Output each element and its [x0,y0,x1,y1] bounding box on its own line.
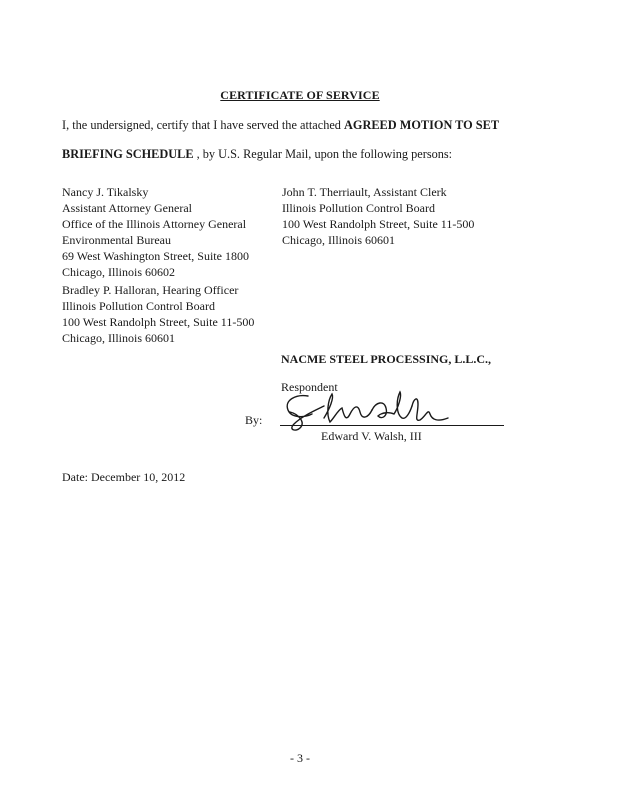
address-line: Chicago, Illinois 60602 [62,265,175,279]
intro-prefix: I, the undersigned, certify that I have served the attached [62,118,345,132]
address-line: John T. Therriault, Assistant Clerk [282,185,447,199]
intro-line-2 [62,147,452,162]
address-line: Chicago, Illinois 60601 [62,331,175,345]
company-name: NACME STEEL PROCESSING, L.L.C., [281,352,492,366]
address-line: Assistant Attorney General [62,201,192,215]
signature-line [280,425,504,426]
handwritten-signature [278,388,458,434]
address-line: Illinois Pollution Control Board [62,299,216,313]
address-line: 100 West Randolph Street, Suite 11-500 [282,217,475,231]
address-line: 69 West Washington Street, Suite 1800 [62,249,249,263]
address-line: Nancy J. Tikalsky [62,185,149,199]
intro-suffix: , by U.S. Regular Mail, upon the following persons: [193,147,453,161]
address-line: Office of the Illinois Attorney General [62,217,247,231]
recipient-address-3 [62,282,254,346]
motion-title-part-1: AGREED MOTION TO SET [344,118,500,132]
address-line: 100 West Randolph Street, Suite 11-500 [62,315,255,329]
address-line: Environmental Bureau [62,233,171,247]
signer-name: Edward V. Walsh, III [321,429,422,443]
date-line: Date: December 10, 2012 [62,470,186,484]
address-line: Illinois Pollution Control Board [282,201,436,215]
address-line: Bradley P. Halloran, Hearing Officer [62,283,239,297]
recipient-address-2 [282,184,474,248]
recipient-address-1 [62,184,249,280]
by-label: By: [245,413,263,427]
page-title: CERTIFICATE OF SERVICE [220,88,380,102]
intro-line-1 [62,118,499,133]
page-number: - 3 - [290,751,310,765]
respondent-label: Respondent [281,380,338,394]
address-line: Chicago, Illinois 60601 [282,233,395,247]
motion-title-part-2: BRIEFING SCHEDULE [62,147,194,161]
